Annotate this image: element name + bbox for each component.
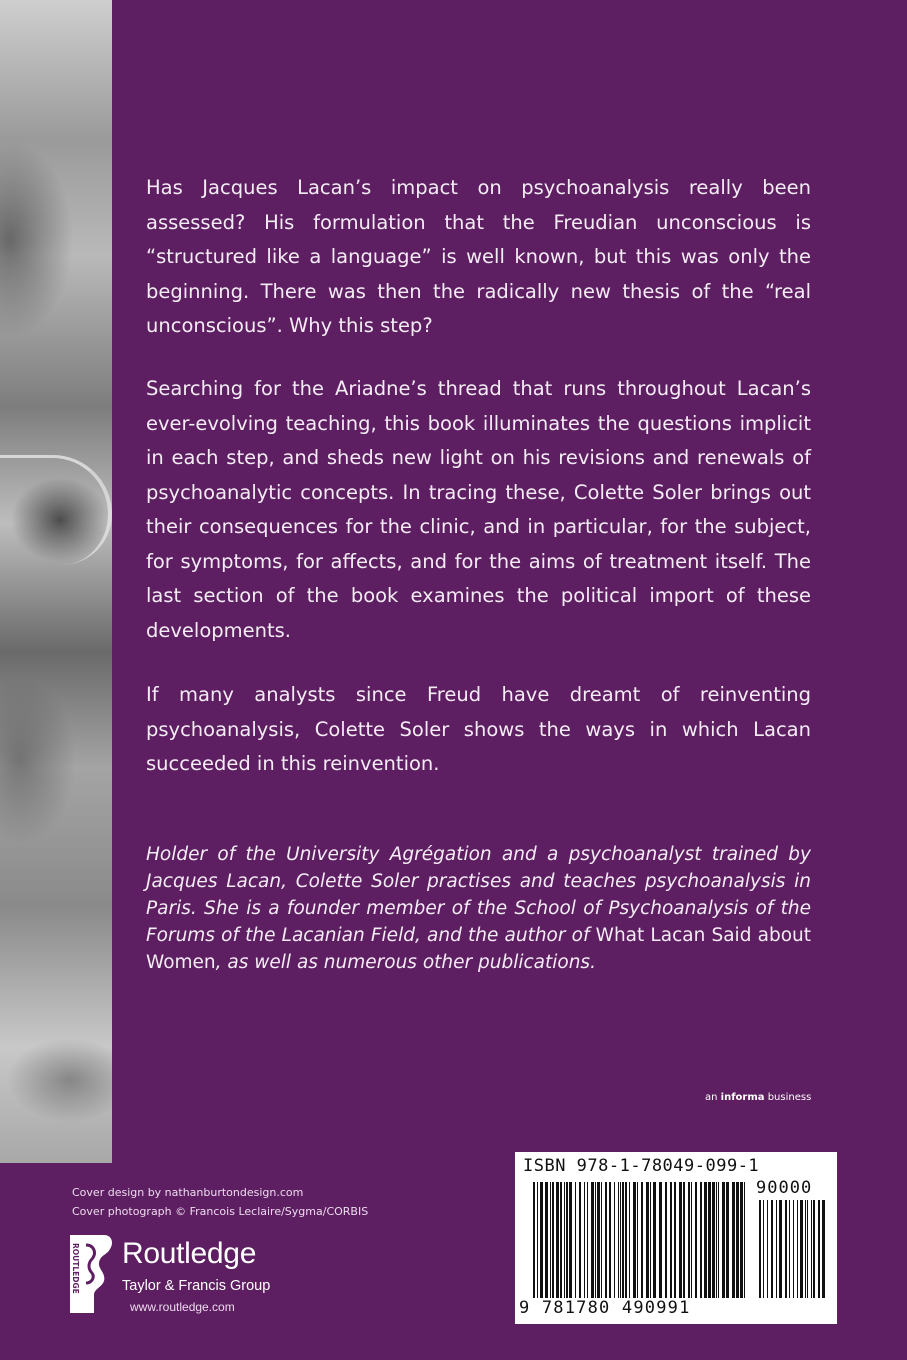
- ean-number: 9 781780 490991: [519, 1298, 691, 1318]
- barcode-bar: [722, 1182, 725, 1298]
- barcode-bar: [637, 1182, 638, 1298]
- cover-design-credit: Cover design by nathanburtondesign.com: [72, 1186, 304, 1199]
- barcode-bar: [665, 1182, 667, 1298]
- barcode-bar: [625, 1182, 627, 1298]
- isbn-number: ISBN 978-1-78049-099-1: [523, 1156, 760, 1176]
- barcode-bar: [822, 1200, 825, 1298]
- barcode-bar: [653, 1182, 656, 1298]
- barcode-bar: [650, 1182, 651, 1298]
- barcode-bar: [597, 1182, 600, 1298]
- barcode-bar: [776, 1200, 777, 1298]
- barcode-bar: [550, 1182, 551, 1298]
- barcode-bar: [708, 1182, 711, 1298]
- barcode-bar: [704, 1182, 707, 1298]
- barcode-bar: [533, 1182, 535, 1298]
- blurb-paragraph-2: Searching for the Ariadne’s thread that runs throughout Lacan’s ever-evolving teaching, this book illuminates the questions implicit in each step, and sheds new light on his revisions and renewals of psychoanalytic concepts. In tracing these, Colette Soler brings out their consequences for the clinic, and in particular, for the subject, for symptoms, for affects, and for the aims of treatment itself. The last section of the book examines the political import of these developments.: [146, 377, 811, 642]
- barcode-bar: [797, 1200, 798, 1298]
- publisher-website: www.routledge.com: [130, 1300, 235, 1314]
- barcode-bar: [670, 1182, 672, 1298]
- barcode-bar: [575, 1182, 576, 1298]
- cover-credits: [72, 1183, 368, 1221]
- informa-tagline: [705, 1092, 811, 1103]
- barcode-bar: [564, 1182, 565, 1298]
- barcode-bar: [771, 1200, 773, 1298]
- barcode-bar: [732, 1182, 735, 1298]
- barcode-bar: [641, 1182, 643, 1298]
- barcode-bar: [569, 1182, 572, 1298]
- barcode-bar: [695, 1182, 697, 1298]
- barcode-bar: [763, 1200, 764, 1298]
- barcode-bar: [595, 1182, 596, 1298]
- barcode-bar: [609, 1182, 611, 1298]
- barcode-bar: [736, 1182, 739, 1298]
- barcode-bar: [540, 1182, 543, 1298]
- barcode-bar: [767, 1200, 768, 1298]
- barcode-bar: [718, 1182, 719, 1298]
- barcode-bar: [811, 1200, 812, 1298]
- barcode-bar: [601, 1182, 602, 1298]
- barcode-bar: [785, 1200, 787, 1298]
- barcode-bar: [818, 1200, 820, 1298]
- barcode-bar: [545, 1182, 548, 1298]
- barcode-bar: [683, 1182, 685, 1298]
- barcode-bar: [800, 1200, 803, 1298]
- barcode-bar: [633, 1182, 636, 1298]
- barcode-bar: [700, 1182, 702, 1298]
- price-code: 90000: [756, 1178, 813, 1198]
- barcode-bar: [537, 1182, 538, 1298]
- barcode-bar: [674, 1182, 676, 1298]
- publisher-name: Routledge: [122, 1237, 257, 1270]
- barcode-bar: [679, 1182, 682, 1298]
- barcode-bar: [560, 1182, 562, 1298]
- barcode-bar: [618, 1182, 619, 1298]
- barcode-bar: [691, 1182, 692, 1298]
- routledge-logo: [64, 1233, 324, 1323]
- informa-prefix: an: [705, 1092, 721, 1103]
- book-title: What Lacan Said about Women: [146, 925, 811, 973]
- author-bio-text: Holder of the University Agrégation and a psychoanalyst trained by Jacques Lacan, Colette Soler practises and teaches psychoanalysis in Paris. She is a founder member of the School of Psychoanalysis of the Forums of the Lacanian Field, and the author of: [146, 844, 811, 946]
- barcode-bar: [813, 1200, 815, 1298]
- routledge-head-icon: [64, 1233, 116, 1315]
- author-bio-text-end: , as well as numerous other publications.: [215, 952, 596, 973]
- barcode-bar: [659, 1182, 662, 1298]
- barcode-bar: [614, 1182, 615, 1298]
- blurb-paragraph-1: Has Jacques Lacan’s impact on psychoanalysis really been assessed? His formulation that the Freudian unconscious is “structured like a language” is well known, but this was only the beginning. There was then the radically new thesis of the “real unconscious”. Why this step?: [146, 176, 811, 337]
- barcode-bar: [712, 1182, 715, 1298]
- cover-photo-credit: Cover photograph © Francois Leclaire/Sygma/CORBIS: [72, 1205, 369, 1218]
- barcode-bar: [552, 1182, 554, 1298]
- barcode-bar: [688, 1182, 690, 1298]
- author-bio: [146, 841, 811, 976]
- barcode-bar: [726, 1182, 729, 1298]
- barcode-bar: [779, 1200, 782, 1298]
- barcode-bar: [646, 1182, 649, 1298]
- publisher-group: Taylor & Francis Group: [122, 1278, 271, 1294]
- barcode-bar: [740, 1182, 743, 1298]
- glasses-frame-detail: [0, 455, 112, 565]
- barcode-bar: [805, 1200, 806, 1298]
- addon-barcode-bars: [759, 1200, 829, 1298]
- barcode-bar: [620, 1182, 621, 1298]
- barcode-bar: [605, 1182, 607, 1298]
- informa-brand: informa: [720, 1092, 765, 1103]
- ean-barcode-bars: [533, 1182, 745, 1298]
- informa-suffix: business: [764, 1092, 812, 1103]
- barcode-bar: [744, 1182, 745, 1298]
- barcode-bar: [591, 1182, 594, 1298]
- barcode-bar: [566, 1182, 568, 1298]
- barcode-bar: [579, 1182, 581, 1298]
- barcode-bar: [556, 1182, 559, 1298]
- barcode-bar: [716, 1182, 717, 1298]
- barcode-bar: [793, 1200, 794, 1298]
- author-photo: [0, 0, 112, 1163]
- isbn-barcode: [515, 1152, 837, 1324]
- barcode-bar: [807, 1200, 808, 1298]
- barcode-bar: [587, 1182, 588, 1298]
- barcode-bar: [622, 1182, 624, 1298]
- routledge-vertical-mark: ROUTLEDGE: [71, 1243, 80, 1294]
- barcode-bar: [629, 1182, 630, 1298]
- barcode-bar: [789, 1200, 790, 1298]
- barcode-bar: [584, 1182, 585, 1298]
- blurb-paragraph-3: If many analysts since Freud have dreamt of reinventing psychoanalysis, Colette Soler shows the ways in which Lacan succeeded in this reinvention.: [146, 683, 811, 775]
- barcode-bar: [759, 1200, 761, 1298]
